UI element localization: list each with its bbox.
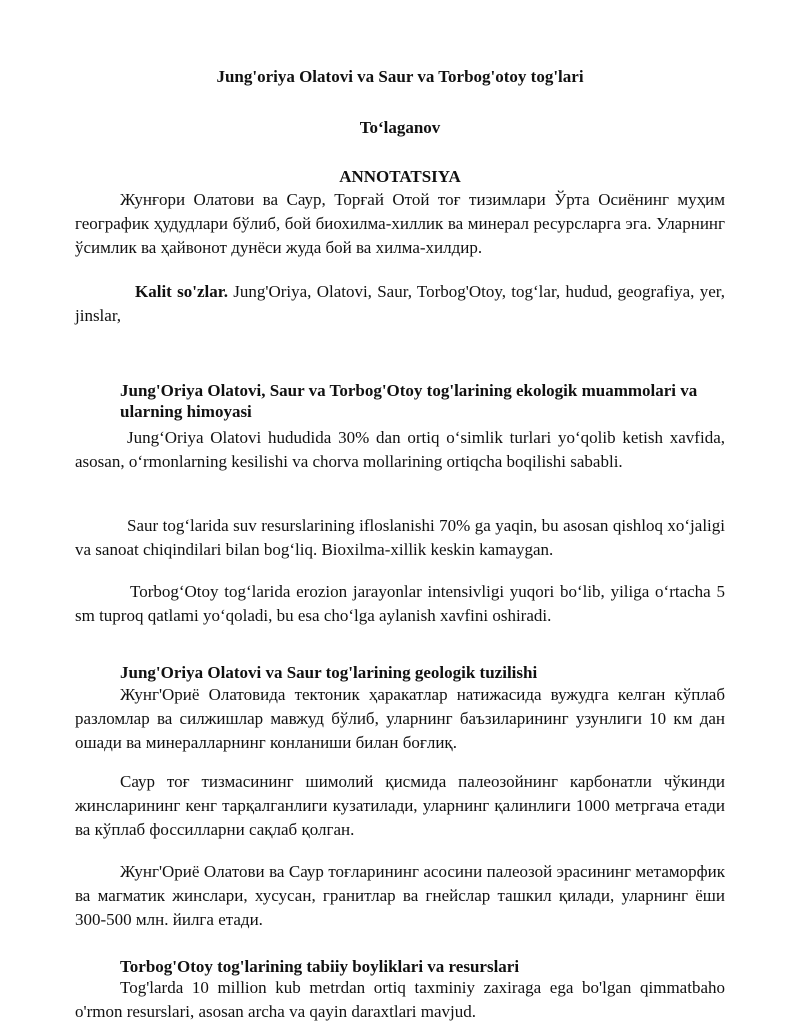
annotation-text: Жунғори Олатови ва Саур, Торғай Отой тоғ тизимлари Ўрта Осиёнинг муҳим географик ҳудудлари бўлиб, бой биохилма-хиллик ва минерал ресурсларга эга. Уларнинг ўсимлик ва ҳайвонот дунёси жуда бой ва хилма-хилдир.: [75, 190, 725, 257]
section2-heading: Jung'Oriya Olatovi va Saur tog'larining geologik tuzilishi: [120, 663, 538, 682]
section2-paragraph: Саур тоғ тизмасининг шимолий қисмида палеозойнинг карбонатли чўкинди жинсларининг кенг тарқалганлиги кузатилади, уларнинг қалинлиги 1000 метргача етади ва кўплаб фоссилларни сақлаб қолган.: [75, 772, 725, 839]
keywords-label: Kalit so'zlar.: [135, 282, 228, 301]
section2-paragraph: Жунг'Ориё Олатовида тектоник ҳаракатлар натижасида вужудга келган кўплаб разломлар ва силжишлар мавжуд бўлиб, уларнинг баъзиларининг узунлиги 10 км дан ошади ва минералларнинг конланиши билан боғлиқ.: [75, 685, 725, 752]
section1-paragraph: Jung‘Oriya Olatovi hududida 30% dan ortiq o‘simlik turlari yo‘qolib ketish xavfida, asosan, o‘rmonlarning kesilishi va chorva mollarining ortiqcha boqilishi sababli.: [75, 428, 725, 471]
annotation-heading: ANNOTATSIYA: [339, 167, 461, 186]
section3-paragraph: Tog'larda 10 million kub metrdan ortiq taxminiy zaxiraga ega bo'lgan qimmatbaho o'rmon resurslari, asosan archa va qayin daraxtlari mavjud.: [75, 978, 725, 1021]
keywords: [75, 280, 725, 328]
section1-heading: Jung'Oriya Olatovi, Saur va Torbog'Otoy tog'larining ekologik muammolari va ularning himoyasi: [120, 381, 698, 421]
section1-paragraph: Torbog‘Otoy tog‘larida erozion jarayonlar intensivligi yuqori bo‘lib, yiliga o‘rtacha 5 sm tuproq qatlami yo‘qoladi, bu esa cho‘lga aylanish xavfini oshiradi.: [75, 582, 725, 625]
section1-paragraph: Saur tog‘larida suv resurslarining ifloslanishi 70% ga yaqin, bu asosan qishloq xo‘jaligi va sanoat chiqindilari bilan bog‘liq. Bioxilma-xillik keskin kamaygan.: [75, 516, 725, 559]
section2-paragraph: Жунг'Ориё Олатови ва Саур тоғларининг асосини палеозой эрасининг метаморфик ва магматик жинслари, хусусан, гранитлар ва гнейслар ташкил қилади, уларнинг ёши 300-500 млн. йилга етади.: [75, 862, 725, 929]
keywords-text: Jung'Oriya, Olatovi, Saur, Torbog'Otoy, tog‘lar, hudud, geografiya, yer, jinslar,: [75, 282, 725, 325]
paper-title: Jung'oriya Olatovi va Saur va Torbog'otoy tog'lari: [216, 67, 584, 86]
author-name: To‘laganov: [359, 118, 441, 137]
section3-heading: Torbog'Otoy tog'larining tabiiy boyliklari va resurslari: [120, 957, 520, 976]
